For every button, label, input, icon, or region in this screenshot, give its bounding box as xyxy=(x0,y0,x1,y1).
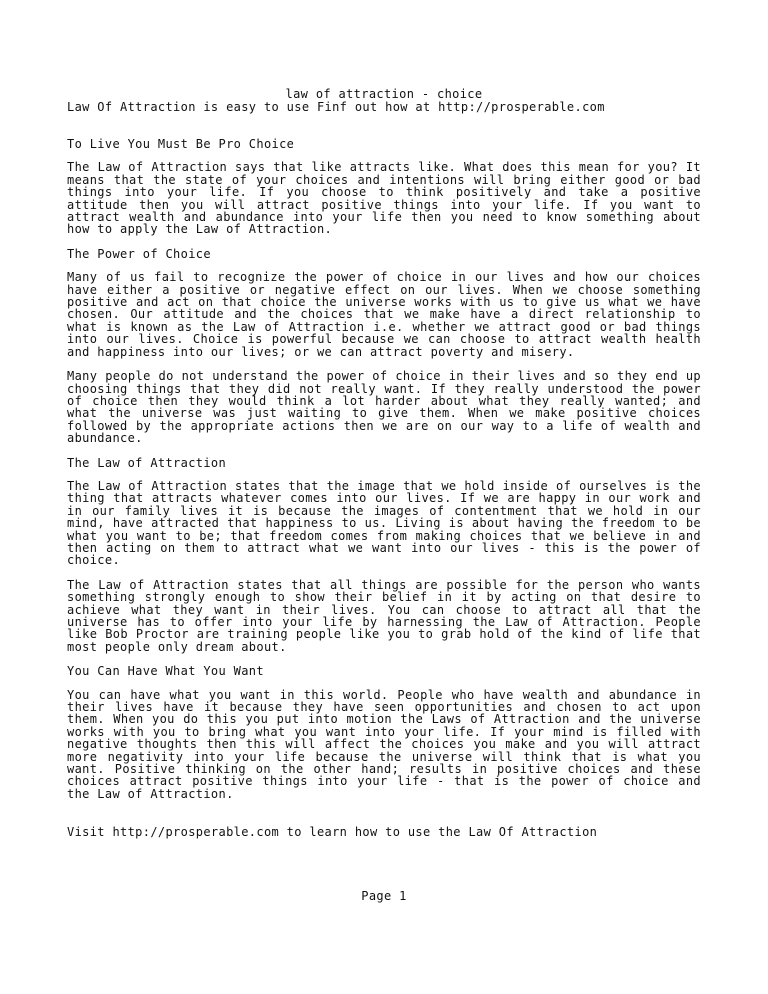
section-heading: The Power of Choice xyxy=(67,246,211,261)
paragraph: You can have what you want in this world. People who have wealth and abundance in their lives have it because they have seen opportunities and chosen to act upon them. When you do this you put into motion the Laws of Attraction and the universe works with you to bring what you want into your life. If your mind is filled with negative thoughts then this will affect the choices you make and you will attract more negativity into your life because the universe will think that is what you want. Positive thinking on the other hand; results in positive choices and these choices attract positive things into your life - that is the power of choice and the Law of Attraction. xyxy=(67,687,701,801)
document-subtitle: Law Of Attraction is easy to use Finf out how at http://prosperable.com xyxy=(67,100,605,114)
section-heading: The Law of Attraction xyxy=(67,455,227,470)
paragraph: The Law of Attraction states that the image that we hold inside of ourselves is the thing that attracts whatever comes into our lives. If we are happy in our work and in our family lives it is because the images of contentment that we hold in our mind, have attracted that happiness to us. Living is about having the freedom to be what you want to be; that freedom comes from making choices that we believe in and then acting on them to attract what we want into our lives - this is the power of choice. xyxy=(67,478,701,568)
section-power-of-choice xyxy=(67,248,701,445)
footer-link-text: Visit http://prosperable.com to learn how to use the Law Of Attraction xyxy=(67,825,598,839)
section-have-what-you-want xyxy=(67,665,701,800)
document-body xyxy=(67,138,701,812)
paragraph: Many people do not understand the power of choice in their lives and so they end up choosing things that they did not really want. If they really understood the power of choice then they would think a lot harder about what they really wanted; and what the universe was just waiting to give them. When we make positive choices followed by the appropriate actions then we are on our way to a life of wealth and abundance. xyxy=(67,369,701,446)
paragraph: Many of us fail to recognize the power of choice in our lives and how our choices have either a positive or negative effect on our lives. When we choose something positive and act on that choice the universe works with us to give us what we have chosen. Our attitude and the choices that we make have a direct relationship to what is known as the Law of Attraction i.e. whether we attract good or bad things into our lives. Choice is powerful because we can choose to attract wealth health and happiness into our lives; or we can attract poverty and misery. xyxy=(67,270,701,359)
section-heading: To Live You Must Be Pro Choice xyxy=(67,137,295,151)
section-pro-choice xyxy=(67,138,701,236)
section-heading: You Can Have What You Want xyxy=(67,664,264,679)
paragraph: The Law of Attraction states that all things are possible for the person who wants something strongly enough to show their belief in it by acting on that desire to achieve what they want in their lives. You can choose to attract all that the universe has to offer into your life by harnessing the Law of Attraction. People like Bob Proctor are training people like you to grab hold of the kind of life that most people only dream about. xyxy=(67,577,701,654)
page-number: Page 1 xyxy=(361,889,407,903)
paragraph: The Law of Attraction says that like attracts like. What does this mean for you? It means that the state of your choices and intentions will bring either good or bad things into your life. If you choose to think positively and take a positive attitude then you will attract positive things into your life. If you want to attract wealth and abundance into your life then you need to know something about how to apply the Law of Attraction. xyxy=(67,160,701,237)
document-title: law of attraction - choice xyxy=(285,87,483,101)
section-law-of-attraction xyxy=(67,457,701,654)
